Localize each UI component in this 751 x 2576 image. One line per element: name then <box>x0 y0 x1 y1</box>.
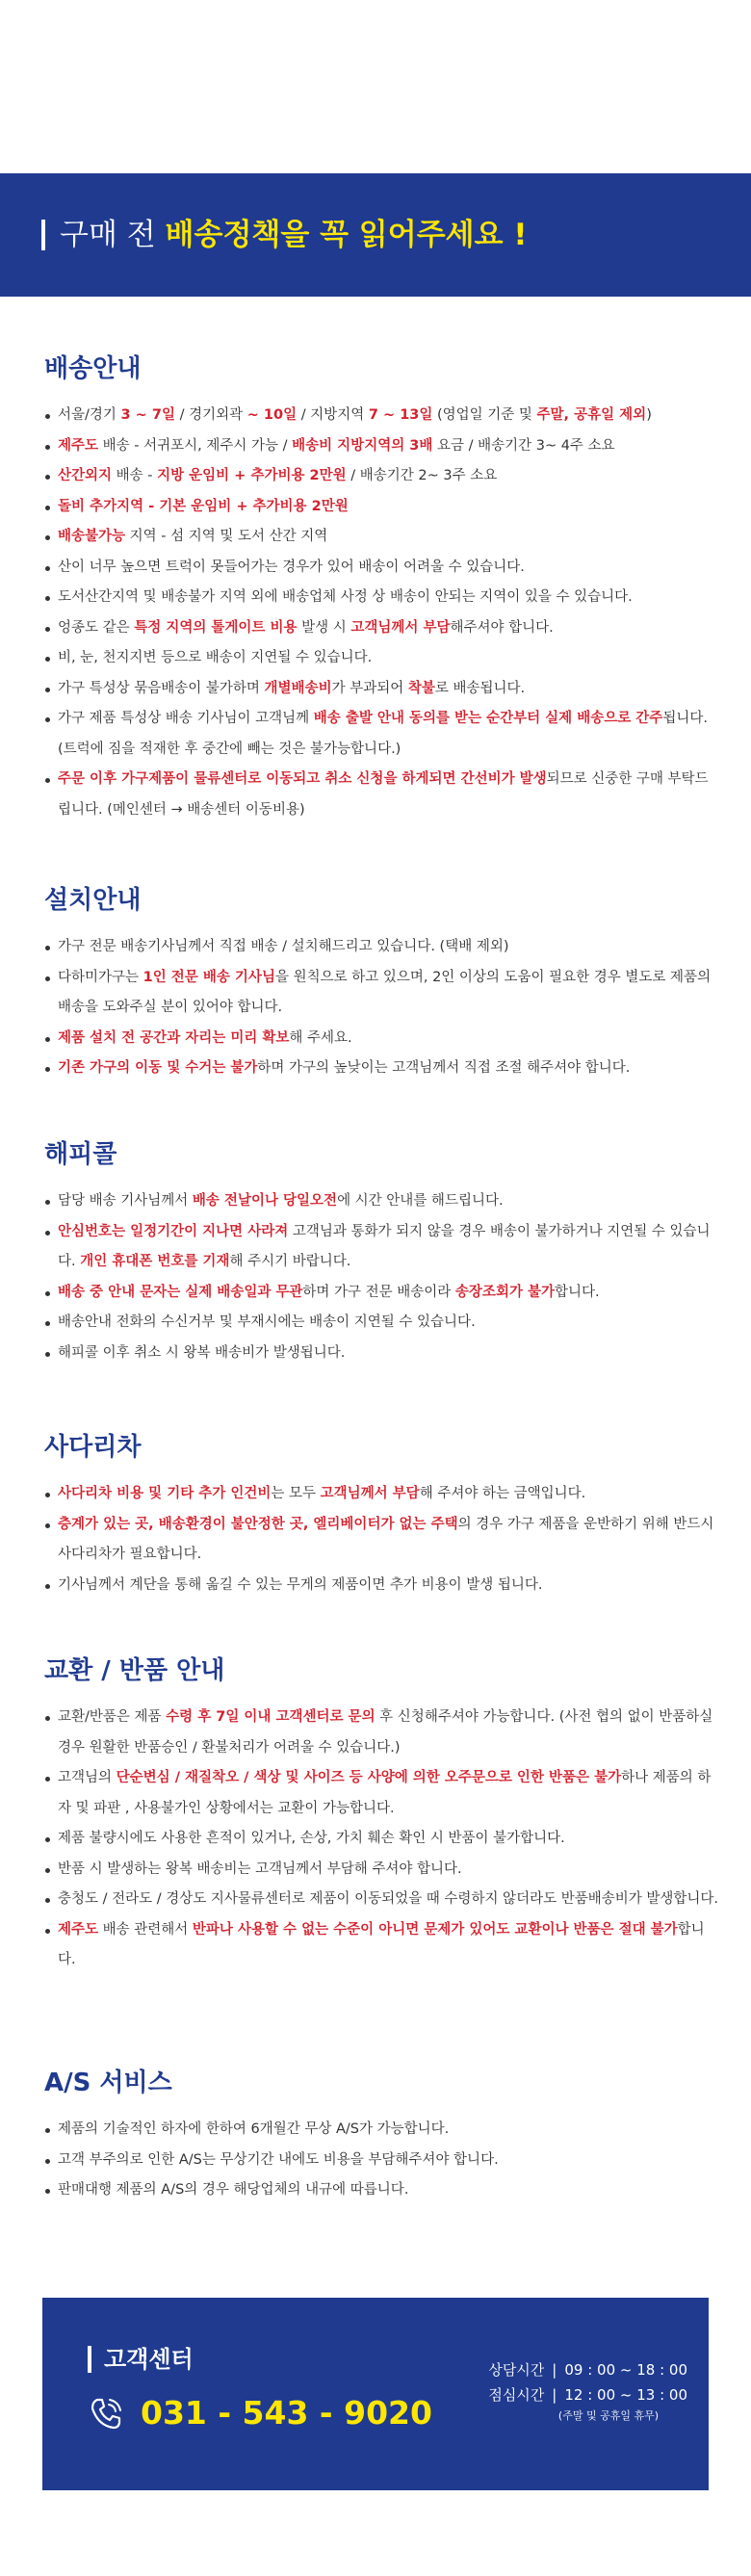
section-exchange-return <box>44 1654 718 1976</box>
item-text: 고객 부주의로 인한 A/S는 무상기간 내에도 비용을 부담해주셔야 합니다. <box>58 2151 499 2168</box>
highlighted-text: 산간외지 <box>58 468 113 483</box>
bullet-item <box>44 492 718 523</box>
item-text: 비, 눈, 천지지변 등으로 배송이 지연될 수 있습니다. <box>58 650 373 665</box>
highlighted-text: 주말, 공휴일 제외 <box>536 407 647 423</box>
item-text: 판매대행 제품의 A/S의 경우 해당업체의 내규에 따릅니다. <box>58 2182 409 2198</box>
customer-center-box <box>42 2298 709 2490</box>
bullet-item <box>44 1339 718 1369</box>
bullet-item <box>44 765 718 825</box>
notice-banner <box>0 173 751 297</box>
bullet-list <box>44 1703 718 1976</box>
section-title: 사다리차 <box>44 1433 142 1462</box>
highlighted-text: 수령 후 7일 이내 고객센터로 문의 <box>166 1709 376 1725</box>
highlighted-text: 1인 전문 배송 기사님 <box>142 969 275 985</box>
item-text: 됩니다. (트럭에 짐을 적재한 후 중간에 빼는 것은 불가능합니다.) <box>58 711 708 757</box>
item-text: 고객님의 <box>58 1770 117 1785</box>
item-text: 가구 제품 특성상 배송 기사님이 고객님께 <box>58 711 314 726</box>
highlighted-text: 반파나 사용할 수 없는 수준이 아니면 문제가 있어도 교환이나 반품은 절대 불가 <box>192 1921 678 1938</box>
hours-label: 점심시간 <box>488 2386 545 2404</box>
item-text: 배송 - <box>112 468 158 483</box>
item-text: ) <box>646 407 652 423</box>
hours-value: 12 : 00 ~ 13 : 00 <box>564 2386 687 2404</box>
highlighted-text: 층계가 있는 곳, 배송환경이 불안정한 곳, 엘리베이터가 없는 주택 <box>58 1516 458 1532</box>
bullet-item <box>44 1217 718 1278</box>
highlighted-text: 지방 운임비 + 추가비용 2만원 <box>157 468 347 483</box>
item-text: 해 주셔야 하는 금액입니다. <box>419 1486 586 1501</box>
bullet-list <box>44 2115 718 2206</box>
customer-center-accent-bar <box>88 2346 91 2373</box>
item-text: / 배송기간 2~ 3주 소요 <box>346 468 498 483</box>
item-text: 배송 - 서귀포시, 제주시 가능 / <box>98 437 293 454</box>
bullet-item <box>44 1479 718 1510</box>
section-title: 교환 / 반품 안내 <box>44 1656 225 1685</box>
highlighted-text: ~ 10일 <box>246 407 298 423</box>
bullet-item <box>44 674 718 705</box>
hours-separator: | <box>552 2386 557 2404</box>
phone-icon <box>87 2394 125 2433</box>
hours-separator: | <box>552 2361 557 2379</box>
highlighted-text: 고객님께서 부담 <box>320 1486 420 1501</box>
highlighted-text: 제품 설치 전 공간과 자리는 미리 확보 <box>58 1029 290 1046</box>
highlighted-text: 개별배송비 <box>264 680 332 696</box>
item-text: 하며 가구의 높낮이는 고객님께서 직접 조절 해주셔야 합니다. <box>257 1060 631 1076</box>
item-text: 합니다. <box>58 1921 705 1967</box>
item-text: 하며 가구 전문 배송이라 <box>302 1284 455 1300</box>
section-as-service <box>44 2067 718 2206</box>
section-title: 설치안내 <box>44 886 142 915</box>
item-text: 제품 불량시에도 사용한 흔적이 있거나, 손상, 가치 훼손 확인 시 반품이 불가합니다. <box>58 1831 565 1846</box>
hours-row-lunch <box>476 2382 687 2407</box>
highlighted-text: 사다리차 비용 및 기타 추가 인건비 <box>58 1486 272 1501</box>
bullet-item <box>44 2146 718 2176</box>
item-text: 발생 시 <box>297 619 351 636</box>
item-text: 고객님과 통화가 되지 않을 경우 배송이 불가하거나 지연될 수 있습니다. <box>58 1223 711 1269</box>
bullet-item <box>44 1703 718 1763</box>
bullet-item <box>44 1763 718 1824</box>
hours-row-consult <box>476 2357 687 2382</box>
highlighted-text: 송장조회가 불가 <box>454 1284 556 1300</box>
item-text: 배송 관련해서 <box>98 1921 193 1938</box>
item-text: 교환/반품은 제품 <box>58 1709 167 1725</box>
item-text: (영업일 기준 및 <box>432 407 537 423</box>
bullet-item <box>44 1054 718 1084</box>
highlighted-text: 단순변심 / 재질착오 / 색상 및 사이즈 등 사양에 의한 오주문으로 인한 반품은 불가 <box>116 1770 622 1785</box>
item-text: 가구 특성상 묶음배송이 불가하며 <box>58 680 265 696</box>
item-text: 충청도 / 전라도 / 경상도 지사물류센터로 제품이 이동되었을 때 수령하지 않더라도 반품배송비가 발생합니다. <box>58 1891 718 1907</box>
item-text: 해 주세요. <box>289 1029 352 1046</box>
bullet-item <box>44 1571 718 1601</box>
highlighted-text: 3 ~ 7일 <box>120 407 175 423</box>
bullet-list <box>44 932 718 1084</box>
bullet-item <box>44 932 718 963</box>
section-installation <box>44 884 718 1084</box>
highlighted-text: 배송불가능 <box>58 529 126 544</box>
item-text: 요금 / 배송기간 3~ 4주 소요 <box>432 437 615 454</box>
highlighted-text: 안심번호는 일정기간이 지나면 사라져 <box>58 1223 289 1239</box>
banner-title <box>60 216 527 254</box>
item-text: 는 모두 <box>271 1486 321 1501</box>
business-hours <box>476 2357 687 2425</box>
bullet-item <box>44 1024 718 1054</box>
highlighted-text: 기존 가구의 이동 및 수거는 불가 <box>58 1060 258 1076</box>
item-text: 서울/경기 <box>58 407 121 423</box>
highlighted-text: 착불 <box>407 680 435 696</box>
bullet-item <box>44 522 718 553</box>
item-text: 로 배송됩니다. <box>434 680 526 696</box>
highlighted-text: 돌비 추가지역 - 기본 운임비 + 추가비용 2만원 <box>58 498 349 514</box>
item-text: 에 시간 안내를 해드립니다. <box>337 1193 504 1209</box>
banner-accent-bar <box>41 220 45 250</box>
section-happy-call <box>44 1138 718 1368</box>
highlighted-text: 제주도 <box>58 1921 99 1938</box>
bullet-item <box>44 2115 718 2146</box>
item-text: 다하미가구는 <box>58 969 143 985</box>
bullet-list <box>44 1479 718 1600</box>
item-text: 산이 너무 높으면 트럭이 못들어가는 경우가 있어 배송이 어려울 수 있습니다. <box>58 559 525 575</box>
item-text: 배송안내 전화의 수신거부 및 부재시에는 배송이 지연될 수 있습니다. <box>58 1314 476 1330</box>
bullet-item <box>44 1915 718 1976</box>
section-ladder-truck <box>44 1431 718 1600</box>
highlighted-text: 주문 이후 가구제품이 물류센터로 이동되고 취소 신청을 하게되면 간선비가 발생 <box>58 771 547 787</box>
hours-value: 09 : 00 ~ 18 : 00 <box>564 2361 687 2379</box>
highlighted-text: 배송비 지방지역의 3배 <box>292 437 433 454</box>
item-text: 합니다. <box>555 1284 600 1300</box>
item-text: 후 신청해주셔야 가능합니다. (사전 협의 없이 반품하실 경우 원활한 반품승인 / 환불처리가 어려울 수 있습니다.) <box>58 1709 713 1756</box>
item-text: / 지방지역 <box>297 407 369 423</box>
bullet-item <box>44 613 718 644</box>
item-text: 해 주시기 바랍니다. <box>229 1254 351 1269</box>
item-text: 을 원칙으로 하고 있으며, 2인 이상의 도움이 필요한 경우 별도로 제품의 배송을 도와주실 분이 있어야 합니다. <box>58 969 712 1015</box>
highlighted-text: 배송 전날이나 당일오전 <box>192 1193 338 1209</box>
bullet-list <box>44 401 718 825</box>
banner-title-prefix: 구매 전 <box>60 218 166 252</box>
bullet-item <box>44 643 718 674</box>
hours-label: 상담시간 <box>488 2361 545 2379</box>
bullet-item <box>44 704 718 765</box>
bullet-item <box>44 1824 718 1855</box>
bullet-item <box>44 963 718 1024</box>
bullet-item <box>44 401 718 431</box>
item-text: 제품의 기술적인 하자에 한하여 6개월간 무상 A/S가 가능합니다. <box>58 2121 450 2137</box>
item-text: 지역 - 섬 지역 및 도서 산간 지역 <box>125 529 328 544</box>
item-text: 반품 시 발생하는 왕복 배송비는 고객님께서 부담해 주셔야 합니다. <box>58 1860 462 1877</box>
bullet-item <box>44 1885 718 1915</box>
item-text: 담당 배송 기사님께서 <box>58 1193 193 1209</box>
section-title: 배송안내 <box>44 354 142 383</box>
item-text: / 경기외곽 <box>174 407 247 423</box>
section-title: A/S 서비스 <box>44 2069 172 2097</box>
item-text: 해피콜 이후 취소 시 왕복 배송비가 발생됩니다. <box>58 1344 346 1361</box>
highlighted-text: 고객님께서 부담 <box>350 619 451 636</box>
bullet-item <box>44 583 718 613</box>
item-text: 엉종도 같은 <box>58 619 135 636</box>
section-delivery <box>44 352 718 825</box>
highlighted-text: 배송 출발 안내 동의를 받는 순간부터 실제 배송으로 간주 <box>313 711 663 726</box>
holiday-note: (주말 및 공휴일 휴무) <box>557 2409 659 2422</box>
bullet-item <box>44 1186 718 1217</box>
item-text: 기사님께서 계단을 통해 옮길 수 있는 무게의 제품이면 추가 비용이 발생 됩니다. <box>58 1576 543 1593</box>
bullet-item <box>44 1308 718 1339</box>
bullet-item <box>44 1278 718 1309</box>
highlighted-text: 개인 휴대폰 번호를 기재 <box>80 1254 230 1269</box>
highlighted-text: 7 ~ 13일 <box>368 407 433 423</box>
item-text: 해주셔야 합니다. <box>450 619 554 636</box>
bullet-item <box>44 1855 718 1886</box>
customer-center-phone[interactable]: 031 - 543 - 9020 <box>141 2394 432 2432</box>
item-text: 도서산간지역 및 배송불가 지역 외에 배송업체 사정 상 배송이 안되는 지역이 있을 수 있습니다. <box>58 589 633 605</box>
item-text: 하나 제품의 하자 및 파판 , 사용불가인 상황에서는 교환이 가능합니다. <box>58 1770 712 1816</box>
bullet-item <box>44 553 718 584</box>
highlighted-text: 특정 지역의 톨게이트 비용 <box>134 619 298 636</box>
item-text: 가구 전문 배송기사님께서 직접 배송 / 설치해드리고 있습니다. (택배 제외) <box>58 939 509 954</box>
customer-center-label: 고객센터 <box>104 2346 194 2373</box>
section-title: 해피콜 <box>44 1140 117 1169</box>
bullet-item <box>44 461 718 492</box>
banner-title-emphasis: 배송정책을 꼭 읽어주세요 ! <box>165 218 528 252</box>
bullet-list <box>44 1186 718 1368</box>
bullet-item <box>44 2175 718 2206</box>
highlighted-text: 배송 중 안내 문자는 실제 배송일과 무관 <box>58 1284 303 1300</box>
item-text: 되므로 신중한 구매 부탁드립니다. (메인센터 → 배송센터 이동비용) <box>58 771 709 818</box>
item-text: 의 경우 가구 제품을 운반하기 위해 반드시 사다리차가 필요합니다. <box>58 1516 714 1562</box>
bullet-item <box>44 1510 718 1571</box>
highlighted-text: 제주도 <box>58 437 99 454</box>
item-text: 가 부과되어 <box>331 680 408 696</box>
bullet-item <box>44 431 718 462</box>
